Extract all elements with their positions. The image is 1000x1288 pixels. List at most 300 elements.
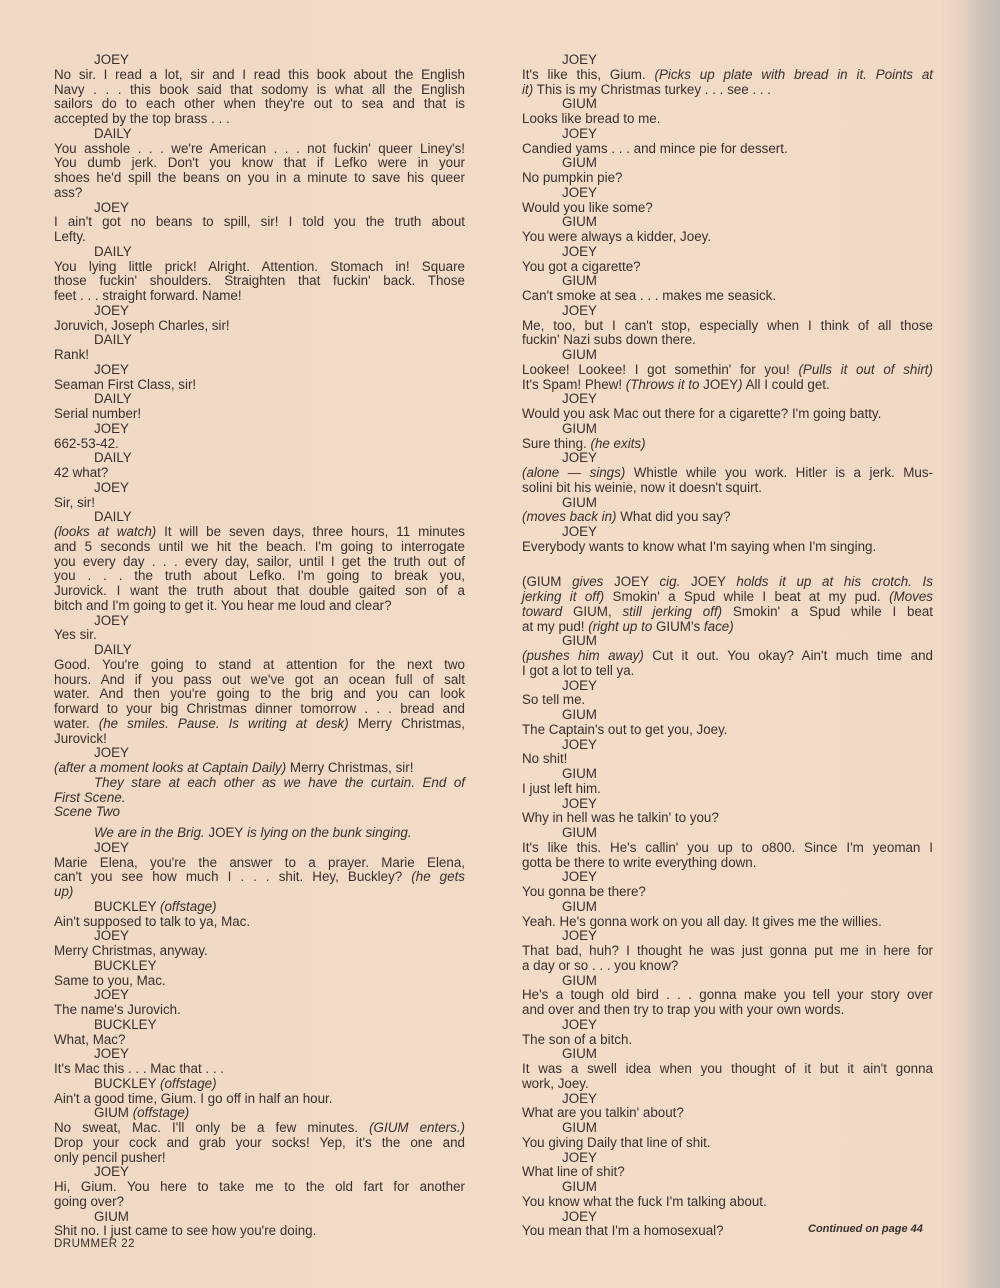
text-segment: JOEY — [562, 677, 597, 693]
text-segment: Would you like some? — [522, 199, 653, 215]
speaker-name — [522, 974, 933, 989]
dialogue-line — [54, 230, 465, 245]
speaker-name — [522, 738, 933, 753]
text-segment: ass? — [54, 184, 83, 200]
stage-direction: (offstage) — [160, 1075, 217, 1091]
text-segment: You giving Daily that line of shit. — [522, 1134, 711, 1150]
stage-direction: (he smiles. Pause. Is writing at desk) — [98, 715, 349, 731]
speaker-name — [54, 245, 465, 260]
speaker-name — [522, 156, 933, 171]
dialogue-line — [522, 289, 933, 304]
stage-direction: (moves back in) — [522, 509, 617, 525]
text-segment: Marie Elena, you're the answer to a prayer. Marie Elena, — [54, 854, 465, 870]
text-segment: JOEY — [562, 928, 597, 944]
text-segment: GIUM — [562, 155, 597, 171]
stage-direction: jerking it off) — [522, 589, 605, 604]
text-segment: This is my Christmas turkey . . . see . . . — [533, 81, 772, 97]
text-segment: No sweat, Mac. I'll only be a few minutes. — [54, 1120, 370, 1135]
text-segment: JOEY — [562, 391, 597, 407]
stage-direction: (GIUM enters.) — [369, 1120, 465, 1135]
dialogue-line — [54, 870, 465, 885]
text-segment: DAILY — [94, 642, 132, 657]
text-segment: JOEY — [562, 795, 597, 811]
text-segment: You lying little prick! Alright. Attention. Stomach in! Square — [54, 258, 465, 274]
dialogue-line — [54, 1151, 465, 1166]
text-segment: BUCKLEY — [94, 1016, 157, 1032]
speaker-name — [54, 481, 465, 496]
stage-direction: (pushes him away) — [522, 648, 644, 663]
text-segment: It's like this, Gium. — [522, 66, 655, 82]
text-segment: DAILY — [94, 243, 132, 259]
text-segment: Cut it out. You okay? Ain't much time and — [643, 648, 933, 663]
text-segment: JOEY — [562, 184, 597, 200]
speaker-name — [522, 679, 933, 694]
dialogue-line — [522, 68, 933, 83]
text-segment: You dumb jerk. Don't you know that if Lefko were in your — [54, 155, 465, 171]
dialogue-line — [522, 363, 933, 378]
speaker-name — [522, 929, 933, 944]
text-segment: Smokin' a Spud while I beat — [722, 603, 933, 619]
text-segment: can't you see how much I . . . shit. Hey, Buckley? — [54, 869, 412, 885]
speaker-name — [54, 201, 465, 216]
text-segment: Shit no. I just came to see how you're doing. — [54, 1223, 317, 1239]
left-column — [54, 53, 465, 1239]
stage-direction: (looks at watch) — [54, 524, 157, 539]
speaker-name — [54, 643, 465, 658]
dialogue-line — [54, 826, 465, 841]
text-segment: Good. You're going to stand at attention for the next two — [54, 656, 465, 672]
dialogue-line — [54, 260, 465, 275]
dialogue-line — [54, 761, 465, 776]
text-segment: JOEY — [680, 574, 737, 590]
text-segment: and over and then try to trap you with your own words. — [522, 1002, 845, 1017]
dialogue-line — [54, 702, 465, 717]
speaker-name — [54, 900, 465, 915]
speaker-name — [522, 1180, 933, 1195]
dialogue-line — [54, 348, 465, 363]
text-segment: Everybody wants to know what I'm saying when I'm singing. — [522, 538, 877, 554]
speaker-name — [522, 496, 933, 511]
speaker-name — [54, 988, 465, 1003]
dialogue-line — [54, 599, 465, 614]
text-segment: Me, too, but I can't stop, especially when I think of all those — [522, 317, 933, 333]
text-segment: Drop your cock and grab your socks! Yep, it's the one and — [54, 1134, 465, 1150]
text-segment: JOEY — [562, 450, 597, 466]
text-segment: JOEY — [94, 928, 129, 944]
text-segment: No sir. I read a lot, sir and I read this book about the English — [54, 66, 465, 82]
dialogue-line — [522, 915, 933, 930]
speaker-name — [522, 127, 933, 142]
speaker-name — [54, 392, 465, 407]
text-segment: you . . . the truth about Lefko. I'm going to break you, — [54, 568, 465, 584]
stage-direction: it) — [522, 81, 534, 97]
text-segment: JOEY — [562, 52, 597, 67]
dialogue-line — [54, 1136, 465, 1151]
text-segment: GIUM — [562, 1179, 597, 1194]
text-segment: JOEY — [94, 479, 129, 495]
dialogue-line — [54, 1195, 465, 1210]
dialogue-line — [522, 510, 933, 525]
speaker-name — [522, 186, 933, 201]
text-segment: JOEY — [562, 1016, 597, 1032]
dialogue-line — [54, 885, 465, 900]
text-segment: gotta be there to write everything down. — [522, 854, 757, 870]
text-segment: Same to you, Mac. — [54, 972, 166, 988]
speaker-name — [522, 1047, 933, 1062]
text-segment: JOEY — [94, 361, 129, 377]
speaker-name — [54, 1165, 465, 1180]
text-segment: DAILY — [94, 391, 132, 407]
text-segment: The Captain's out to get you, Joey. — [522, 721, 728, 737]
speaker-name — [54, 1077, 465, 1092]
text-segment: JOEY — [603, 574, 660, 590]
text-segment: It's Spam! Phew! — [522, 376, 626, 392]
stage-direction: (alone — sings) — [522, 465, 626, 480]
dialogue-line — [54, 687, 465, 702]
text-segment: GIUM — [562, 972, 597, 988]
dialogue-line — [522, 944, 933, 959]
dialogue-line — [54, 466, 465, 481]
speaker-name — [522, 826, 933, 841]
dialogue-line — [54, 1224, 465, 1239]
text-segment: Navy . . . this book said that sodomy is what all the English — [54, 81, 465, 97]
text-segment: GIUM — [562, 273, 597, 289]
text-segment: What, Mac? — [54, 1031, 126, 1047]
dialogue-line — [54, 437, 465, 452]
dialogue-line — [54, 171, 465, 186]
speaker-name — [54, 959, 465, 974]
text-segment: JOEY — [94, 745, 129, 761]
text-segment: GIUM — [562, 494, 597, 510]
text-segment: Would you ask Mac out there for a cigarette? I'm going batty. — [522, 406, 882, 421]
text-segment: BUCKLEY — [94, 1075, 160, 1091]
dialogue-line — [522, 333, 933, 348]
stage-direction: (Throws it to — [625, 376, 704, 392]
text-segment: GIUM — [562, 825, 597, 840]
dialogue-line — [54, 569, 465, 584]
speaker-name — [54, 127, 465, 142]
speaker-name — [54, 746, 465, 761]
text-segment: You gonna be there? — [522, 884, 646, 899]
text-segment: GIUM — [562, 347, 597, 362]
text-segment: No shit! — [522, 751, 568, 767]
dialogue-line — [522, 1003, 933, 1018]
stage-direction: We are in the Brig. — [94, 825, 209, 840]
dialogue-line — [54, 83, 465, 98]
dialogue-line — [54, 673, 465, 688]
text-segment: 42 what? — [54, 465, 109, 480]
dialogue-line — [522, 407, 933, 422]
dialogue-line — [54, 112, 465, 127]
dialogue-line — [522, 1077, 933, 1092]
text-segment: You got a cigarette? — [522, 258, 641, 274]
stage-direction: (after a moment looks at Captain Daily) — [54, 760, 287, 775]
text-segment: The name's Jurovich. — [54, 1002, 181, 1017]
text-segment: you every day . . . every day, sailor, until I get the truth out of — [54, 553, 465, 569]
text-segment: water. — [54, 715, 99, 731]
text-segment: Joruvich, Joseph Charles, sir! — [54, 317, 230, 333]
stage-direction: ) — [738, 376, 743, 392]
text-segment: BUCKLEY — [94, 957, 157, 973]
text-segment: Seaman First Class, sir! — [54, 376, 197, 392]
text-segment: shoes he'd spill the beans on you in a minute to save his queer — [54, 170, 465, 185]
text-segment: JOEY — [94, 199, 129, 215]
dialogue-line — [54, 555, 465, 570]
stage-direction: (he exits) — [590, 435, 646, 451]
text-segment: The son of a bitch. — [522, 1031, 633, 1047]
speaker-name — [522, 392, 933, 407]
dialogue-line — [54, 1033, 465, 1048]
text-segment: You asshole . . . we're American . . . not fuckin' queer Liney's! — [54, 140, 465, 156]
stage-direction: face) — [703, 618, 734, 634]
text-segment: Ain't supposed to talk to ya, Mac. — [54, 913, 251, 929]
dialogue-line — [522, 1106, 933, 1121]
stage-direction: up) — [54, 884, 74, 899]
dialogue-line — [54, 791, 465, 806]
text-segment: I ain't got no beans to spill, sir! I told you the truth about — [54, 214, 465, 230]
dialogue-line — [522, 230, 933, 245]
text-segment: Lookee! Lookee! I got somethin' for you! — [522, 361, 799, 377]
text-segment: I just left him. — [522, 780, 601, 796]
dialogue-line — [54, 274, 465, 289]
text-segment: It was a swell idea when you thought of it but it ain't gonna — [522, 1061, 933, 1076]
text-segment: water. And then you're going to the brig and you can look — [54, 686, 465, 702]
text-segment: going over? — [54, 1193, 124, 1209]
speaker-name — [54, 1210, 465, 1225]
text-segment: JOEY — [94, 839, 129, 855]
dialogue-line — [522, 1136, 933, 1151]
dialogue-line — [522, 575, 933, 590]
continued-note: Continued on page 44 — [808, 1223, 923, 1235]
dialogue-line — [54, 142, 465, 157]
dialogue-line — [54, 289, 465, 304]
text-segment: Jurovick. I want the truth about that double gaited son of a — [54, 583, 465, 598]
dialogue-line — [54, 319, 465, 334]
text-segment: GIUM — [562, 420, 597, 436]
dialogue-line — [522, 841, 933, 856]
dialogue-line — [522, 1165, 933, 1180]
text-segment: GIUM — [562, 1120, 597, 1135]
text-segment: and 5 seconds until we hit the beach. I'm going to interrogate — [54, 538, 465, 554]
text-segment: What did you say? — [616, 509, 731, 525]
text-segment: JOEY — [562, 125, 597, 141]
text-segment: You were always a kidder, Joey. — [522, 229, 712, 244]
dialogue-line — [522, 319, 933, 334]
text-segment: All I could get. — [742, 376, 830, 392]
stage-direction: (offstage) — [132, 1105, 190, 1121]
stage-direction: is lying on the bunk singing. — [243, 825, 412, 840]
stage-direction: (Picks up plate with bread in it. Points at — [654, 66, 933, 82]
stage-direction: (offstage) — [160, 898, 217, 914]
dialogue-line — [522, 988, 933, 1003]
text-segment: GIUM — [562, 766, 597, 781]
page-footer: DRUMMER 22 — [54, 1238, 136, 1250]
speaker-name — [54, 304, 465, 319]
text-segment: Yes sir. — [54, 627, 97, 643]
dialogue-line — [54, 186, 465, 201]
stage-direction: (Moves — [889, 589, 933, 604]
text-segment: DAILY — [94, 332, 132, 348]
text-segment: That bad, huh? I thought he was just gonna put me in here for — [522, 943, 933, 958]
dialogue-line — [522, 142, 933, 157]
stage-direction: holds it up at his crotch. Is — [736, 574, 933, 590]
text-segment: GIUM — [94, 1105, 133, 1121]
speaker-name — [522, 348, 933, 363]
speaker-name — [522, 767, 933, 782]
speaker-name — [54, 422, 465, 437]
dialogue-line — [54, 1003, 465, 1018]
speaker-name — [522, 245, 933, 260]
stage-direction: cig. — [659, 574, 681, 590]
text-segment: Rank! — [54, 347, 89, 362]
dialogue-line — [522, 437, 933, 452]
dialogue-line — [54, 407, 465, 422]
text-segment: those fuckin' shoulders. Straighten that fuckin' back. Those — [54, 273, 465, 289]
dialogue-line — [522, 856, 933, 871]
dialogue-line — [522, 112, 933, 127]
text-segment: only pencil pusher! — [54, 1149, 166, 1165]
text-segment: Looks like bread to me. — [522, 111, 661, 126]
text-segment: GIUM's — [652, 618, 704, 634]
text-segment: Serial number! — [54, 406, 142, 421]
stage-direction: (Pulls it out of shirt) — [798, 361, 933, 377]
speaker-name — [522, 304, 933, 319]
text-segment: It will be seven days, three hours, 11 minutes — [156, 524, 465, 539]
text-segment: GIUM — [562, 1046, 597, 1062]
speaker-name — [522, 900, 933, 915]
dialogue-line — [522, 201, 933, 216]
dialogue-line — [522, 782, 933, 797]
stage-direction: They stare at each other as we have the curtain. End of — [94, 774, 465, 790]
text-segment: GIUM — [562, 214, 597, 230]
text-segment: feet . . . straight forward. Name! — [54, 288, 242, 303]
dialogue-line — [54, 540, 465, 555]
speaker-name — [522, 525, 933, 540]
stage-direction: First Scene. — [54, 789, 126, 805]
text-segment: 662-53-42. — [54, 435, 119, 451]
dialogue-line — [522, 1033, 933, 1048]
text-segment: Jurovick! — [54, 730, 107, 746]
text-segment: Smokin' a Spud while I beat at my pud. — [604, 589, 890, 604]
text-segment: JOEY — [94, 612, 129, 628]
speaker-name — [54, 363, 465, 378]
speaker-name — [522, 1151, 933, 1166]
text-segment: Ain't a good time, Gium. I go off in half an hour. — [54, 1090, 333, 1106]
dialogue-line — [54, 1121, 465, 1136]
text-segment: forward to your big Christmas dinner tomorrow . . . bread and — [54, 701, 465, 716]
text-segment: Can't smoke at sea . . . makes me seasick. — [522, 288, 777, 303]
dialogue-line — [54, 717, 465, 732]
dialogue-line — [54, 68, 465, 83]
text-segment: Merry Christmas, — [348, 715, 465, 731]
dialogue-line — [522, 693, 933, 708]
right-column — [522, 53, 933, 1239]
dialogue-line — [54, 525, 465, 540]
dialogue-line — [54, 97, 465, 112]
stage-direction: (he gets — [411, 869, 465, 885]
speaker-name — [522, 797, 933, 812]
text-segment: No pumpkin pie? — [522, 170, 623, 185]
dialogue-line — [54, 974, 465, 989]
text-segment: Sir, sir! — [54, 494, 95, 510]
text-segment: Candied yams . . . and mince pie for dessert. — [522, 140, 788, 156]
dialogue-line — [522, 1062, 933, 1077]
dialogue-line — [54, 378, 465, 393]
speaker-name — [522, 708, 933, 723]
dialogue-line — [54, 628, 465, 643]
text-segment: GIUM, — [562, 603, 623, 619]
text-segment: a day or so . . . you know? — [522, 957, 679, 973]
text-segment: Merry Christmas, anyway. — [54, 943, 208, 958]
text-segment: JOEY — [562, 1208, 597, 1224]
text-segment: hours. And if you pass out we've got an ocean full of salt — [54, 671, 465, 687]
speaker-name — [522, 274, 933, 289]
dialogue-line — [522, 664, 933, 679]
speaker-name — [54, 929, 465, 944]
text-segment: What are you talkin' about? — [522, 1105, 684, 1121]
speaker-name — [522, 870, 933, 885]
text-segment: BUCKLEY — [94, 898, 160, 914]
dialogue-line — [522, 1195, 933, 1210]
text-segment: JOEY — [208, 825, 244, 840]
dialogue-line — [522, 540, 933, 555]
text-segment: JOEY — [703, 376, 739, 392]
text-segment: accepted by the top brass . . . — [54, 111, 230, 126]
speaker-name — [54, 614, 465, 629]
speaker-name — [54, 841, 465, 856]
text-segment: JOEY — [562, 736, 597, 752]
speaker-name — [522, 451, 933, 466]
dialogue-line — [54, 496, 465, 511]
speaker-name — [522, 1121, 933, 1136]
dialogue-line — [522, 171, 933, 186]
text-segment: DAILY — [94, 509, 132, 525]
text-segment: Hi, Gium. You here to take me to the old fart for another — [54, 1179, 465, 1194]
text-segment: JOEY — [562, 524, 597, 539]
text-segment: Merry Christmas, sir! — [286, 760, 414, 775]
dialogue-line — [54, 776, 465, 791]
text-segment: It's like this. He's callin' you up to o800. Since I'm yeoman I — [522, 839, 933, 855]
text-segment: (GIUM — [522, 574, 573, 590]
dialogue-line — [522, 723, 933, 738]
speaker-name — [54, 1018, 465, 1033]
text-segment: GIUM — [562, 707, 597, 722]
dialogue-line — [522, 260, 933, 275]
dialogue-line — [522, 481, 933, 496]
text-segment: JOEY — [562, 243, 597, 259]
text-segment: He's a tough old bird . . . gonna make you tell your story over — [522, 987, 933, 1003]
speaker-name — [54, 333, 465, 348]
text-segment: GIUM — [562, 633, 597, 649]
dialogue-line — [522, 959, 933, 974]
dialogue-line — [522, 83, 933, 98]
text-segment: JOEY — [562, 869, 597, 885]
text-segment: JOEY — [94, 1164, 129, 1180]
spacer — [522, 555, 933, 570]
speaker-name — [522, 215, 933, 230]
text-segment: JOEY — [562, 1090, 597, 1106]
dialogue-line — [54, 156, 465, 171]
text-segment: work, Joey. — [522, 1075, 589, 1091]
text-segment: DAILY — [94, 125, 132, 141]
dialogue-line — [522, 649, 933, 664]
dialogue-line — [54, 1180, 465, 1195]
dialogue-line — [522, 590, 933, 605]
dialogue-line — [54, 1092, 465, 1107]
speaker-name — [54, 451, 465, 466]
dialogue-line — [54, 215, 465, 230]
dialogue-line — [54, 658, 465, 673]
